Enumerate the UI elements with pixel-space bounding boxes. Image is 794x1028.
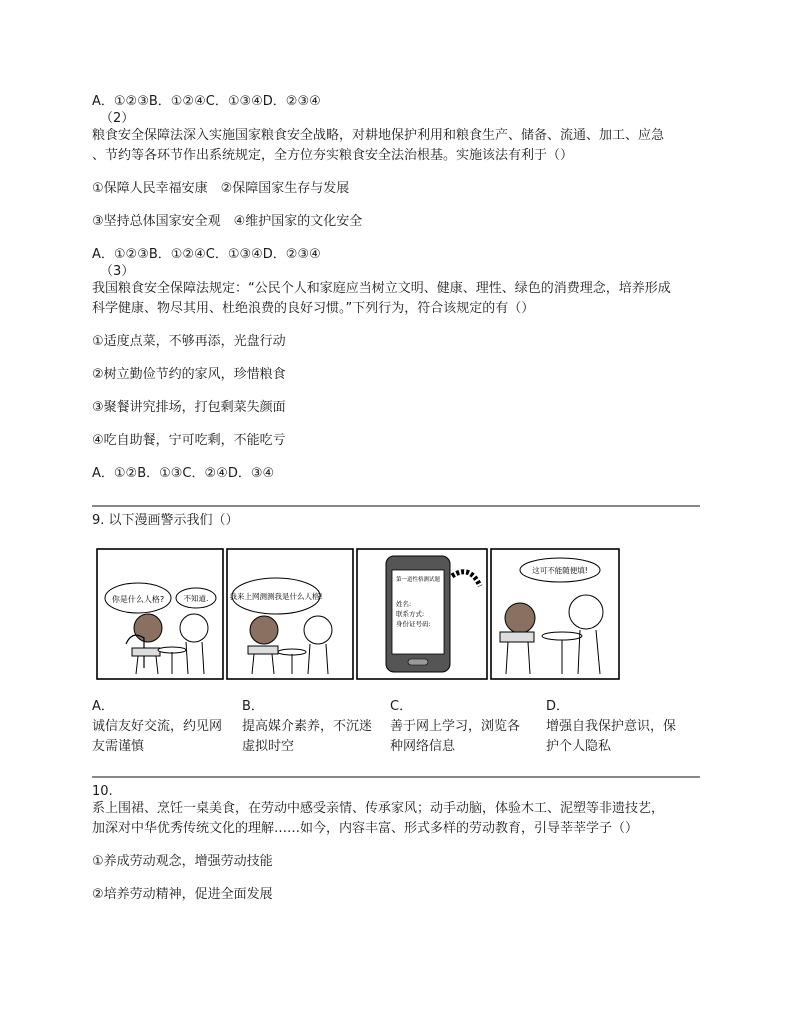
- q8-sub2-options: A．①②③B．①②④C．①③④D．②③④: [92, 247, 321, 262]
- comic-panel-1: [97, 549, 223, 679]
- phone-field-id: 身份证号码:: [396, 620, 431, 628]
- q10-item-2: ②培养劳动精神，促进全面发展: [92, 887, 273, 902]
- q8-sub3-number: （3）: [100, 264, 135, 279]
- panel1-bubble-1: 你是什么人格?: [111, 595, 165, 604]
- q8-sub3-stem-line2: 科学健康、物尽其用、杜绝浪费的良好习惯。”下列行为，符合该规定的有（）: [92, 301, 535, 316]
- phone-screen-title: 第一道性格测试题: [395, 577, 441, 583]
- panel4-bubble: 这可不能随便填!: [532, 566, 588, 575]
- option-text: 善于网上学习，浏览各种网络信息: [390, 719, 521, 754]
- phone-field-name: 姓名:: [396, 600, 412, 608]
- q9-option-b[interactable]: [242, 697, 382, 757]
- option-text: 增强自我保护意识，保护个人隐私: [546, 719, 677, 754]
- comic-panel-2: [227, 549, 353, 679]
- comic-panel-3: [357, 549, 487, 679]
- q10-number: 10.: [92, 784, 113, 799]
- q9-stem: 9. 以下漫画警示我们（）: [92, 513, 239, 528]
- option-letter: D．: [546, 699, 570, 714]
- q8-sub2-item-1-2: ①保障人民幸福安康 ②保障国家生存与发展: [92, 181, 350, 196]
- q8-sub3-item-2: ②树立勤俭节约的家风，珍惜粮食: [92, 367, 286, 382]
- q10-item-1: ①养成劳动观念，增强劳动技能: [92, 854, 273, 869]
- q8-sub3-item-1: ①适度点菜，不够再添，光盘行动: [92, 334, 286, 349]
- q8-sub2-stem-line1: 粮食安全保障法深入实施国家粮食安全战略，对耕地保护利用和粮食生产、储备、流通、加工、应急: [92, 128, 665, 143]
- question-divider: [92, 776, 700, 778]
- option-letter: B．: [242, 699, 264, 714]
- q9-option-c[interactable]: [390, 697, 530, 757]
- option-text: 提高媒介素养，不沉迷虚拟时空: [242, 719, 373, 754]
- phone-field-contact: 联系方式:: [396, 610, 425, 618]
- character-head-light: [180, 614, 208, 642]
- option-text: 诚信友好交流，约见网友需谨慎: [92, 719, 223, 754]
- character-head-dark: [134, 614, 162, 642]
- q8-sub2-number: （2）: [100, 111, 135, 126]
- panel1-bubble-2: 不知道.: [183, 594, 209, 603]
- q8-sub2-item-3-4: ③坚持总体国家安全观 ④维护国家的文化安全: [92, 214, 363, 229]
- option-letter: A．: [92, 699, 114, 714]
- panel2-bubble: 我来上网测测我是什么人格!: [229, 592, 323, 601]
- q8-sub3-options: A．①②B．①③C．②④D．③④: [92, 466, 275, 481]
- q8-sub3-stem-line1: 我国粮食安全保障法规定：“公民个人和家庭应当树立文明、健康、理性、绿色的消费理念，培养形成: [92, 281, 671, 296]
- q8-sub3-item-3: ③聚餐讲究排场，打包剩菜失颜面: [92, 400, 286, 415]
- question-divider: [92, 505, 700, 507]
- q8-sub3-item-4: ④吃自助餐，宁可吃剩，不能吃亏: [92, 433, 286, 448]
- q8-sub2-stem-line2: 、节约等各环节作出系统规定，全方位夯实粮食安全法治根基。实施该法有利于（）: [92, 148, 574, 163]
- q8-sub1-options: A．①②③B．①②④C．①③④D．②③④: [92, 94, 321, 109]
- q9-option-a[interactable]: [92, 697, 232, 757]
- q10-stem-line2: 加深对中华优秀传统文化的理解……如今，内容丰富、形式多样的劳动教育，引导莘莘学子（）: [92, 821, 639, 836]
- option-letter: C．: [390, 699, 413, 714]
- comic-panel-4: [491, 549, 619, 679]
- q9-option-d[interactable]: [546, 697, 686, 757]
- q9-comic-strip: [96, 548, 620, 680]
- q10-stem-line1: 系上围裙、烹饪一桌美食，在劳动中感受亲情、传承家风；动手动脑，体验木工、泥塑等非遗技艺，: [92, 801, 665, 816]
